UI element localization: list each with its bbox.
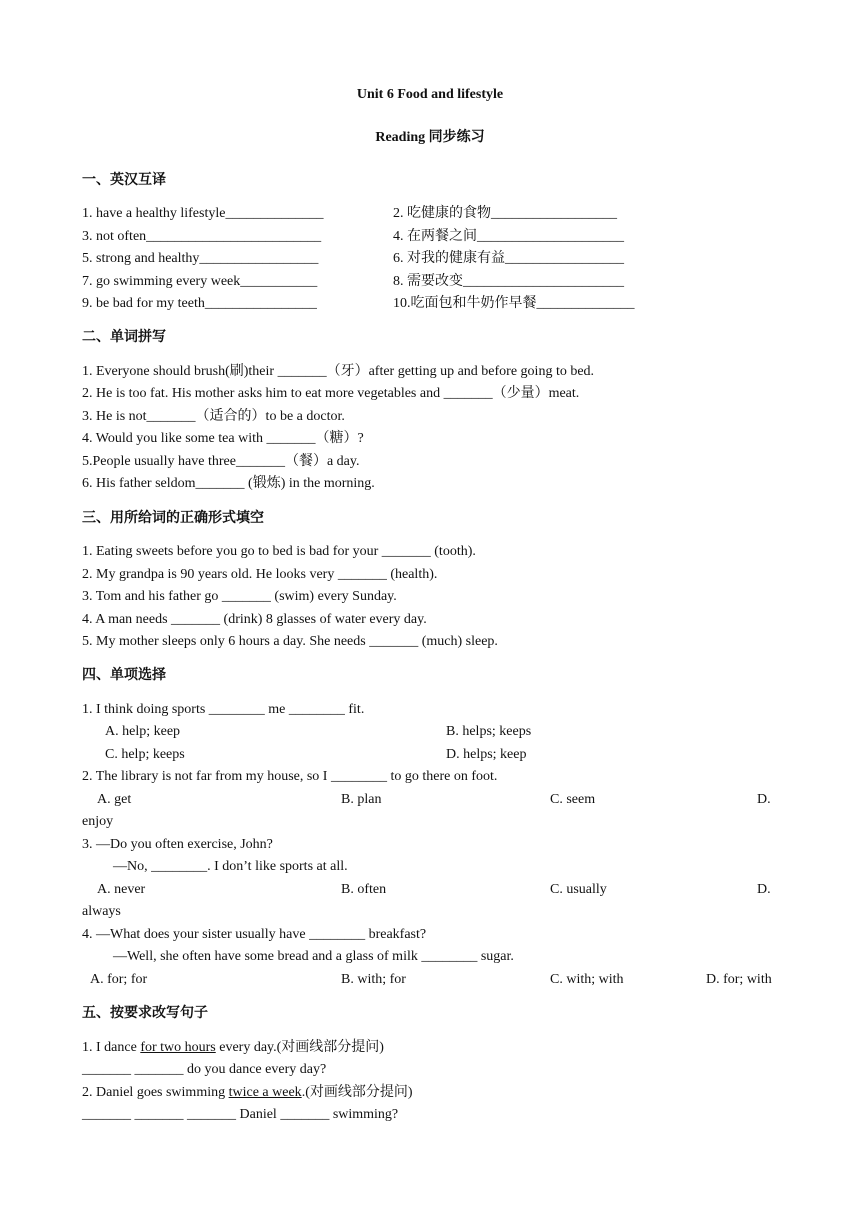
q2-option-d-letter: D. (757, 792, 771, 807)
q3-stem-2: —No, ________. I don’t like sports at all. (113, 859, 348, 874)
q3-option-a: A. never (97, 882, 146, 897)
section4-heading: 四、单项选择 (82, 667, 166, 683)
q2-option-a: A. get (97, 792, 132, 807)
s5-q1-underlined: for two hours (140, 1040, 216, 1055)
s5-q1-post: every day.(对画线部分提问) (215, 1040, 384, 1055)
s5-q2-pre: 2. Daniel goes swimming (82, 1085, 229, 1100)
q1-option-a: A. help; keep (105, 724, 181, 739)
s1-item-1: 1. have a healthy lifestyle______________ (82, 206, 324, 221)
s2-item-3: 3. He is not_______（适合的）to be a doctor. (82, 409, 345, 424)
s5-q2-underlined: twice a week (228, 1085, 302, 1100)
s2-item-6: 6. His father seldom_______ (锻炼) in the morning. (82, 476, 375, 491)
q4-option-c: C. with; with (550, 972, 624, 987)
q3-option-d-letter: D. (757, 882, 771, 897)
s1-item-7: 7. go swimming every week___________ (82, 274, 318, 289)
q4-option-d: D. for; with (706, 972, 772, 987)
q1-option-d: D. helps; keep (446, 747, 527, 762)
q3-option-b: B. often (341, 882, 387, 897)
s1-item-3: 3. not often_________________________ (82, 229, 322, 244)
s3-item-2: 2. My grandpa is 90 years old. He looks very _______ (health). (82, 567, 438, 582)
s1-item-4: 4. 在两餐之间_____________________ (393, 229, 624, 244)
s2-item-2: 2. He is too fat. His mother asks him to eat more vegetables and _______（少量）meat. (82, 386, 580, 401)
s5-q1-answer: _______ _______ do you dance every day? (82, 1062, 327, 1077)
q4-option-b: B. with; for (341, 972, 406, 987)
s3-item-5: 5. My mother sleeps only 6 hours a day. She needs _______ (much) sleep. (82, 634, 498, 649)
s3-item-3: 3. Tom and his father go _______ (swim) every Sunday. (82, 589, 397, 604)
s2-item-1: 1. Everyone should brush(刷)their _______（牙）after getting up and before going to bed. (82, 364, 595, 379)
s1-item-2: 2. 吃健康的食物__________________ (393, 206, 617, 221)
s5-q2-answer: _______ _______ _______ Daniel _______ swimming? (82, 1107, 399, 1122)
q2-option-b: B. plan (341, 792, 382, 807)
section5-heading: 五、按要求改写句子 (82, 1005, 208, 1021)
q4-stem-1: 4. —What does your sister usually have ________ breakfast? (82, 927, 427, 942)
q4-option-a: A. for; for (90, 972, 148, 987)
s1-item-8: 8. 需要改变_______________________ (393, 274, 624, 289)
page-title: Unit 6 Food and lifestyle (356, 87, 504, 102)
s5-q2-sentence (82, 1084, 413, 1102)
q2-option-c: C. seem (550, 792, 596, 807)
s3-item-4: 4. A man needs _______ (drink) 8 glasses of water every day. (82, 612, 427, 627)
section2-heading: 二、单词拼写 (82, 329, 166, 345)
s5-q2-post: .(对画线部分提问) (301, 1085, 413, 1100)
q2-option-d-word: enjoy (82, 814, 114, 829)
q1-option-b: B. helps; keeps (446, 724, 532, 739)
s1-item-9: 9. be bad for my teeth________________ (82, 296, 317, 311)
s1-item-10: 10.吃面包和牛奶作早餐______________ (393, 296, 635, 311)
section3-heading: 三、用所给词的正确形式填空 (82, 510, 264, 526)
s2-item-5: 5.People usually have three_______（餐）a day. (82, 454, 360, 469)
s5-q1-sentence (82, 1039, 384, 1057)
s3-item-1: 1. Eating sweets before you go to bed is bad for your _______ (tooth). (82, 544, 476, 559)
s1-item-5: 5. strong and healthy_________________ (82, 251, 319, 266)
s2-item-4: 4. Would you like some tea with _______（糖）? (82, 431, 364, 446)
section1-heading: 一、英汉互译 (82, 172, 166, 188)
q2-stem: 2. The library is not far from my house, so I ________ to go there on foot. (82, 769, 498, 784)
q1-option-c: C. help; keeps (105, 747, 185, 762)
s5-q1-pre: 1. I dance (82, 1040, 141, 1055)
s1-item-6: 6. 对我的健康有益_________________ (393, 251, 624, 266)
q3-option-d-word: always (82, 904, 121, 919)
q3-stem-1: 3. —Do you often exercise, John? (82, 837, 273, 852)
q1-stem: 1. I think doing sports ________ me ________ fit. (82, 702, 365, 717)
q3-option-c: C. usually (550, 882, 607, 897)
q4-stem-2: —Well, she often have some bread and a glass of milk ________ sugar. (113, 949, 514, 964)
page-subtitle: Reading 同步练习 (375, 130, 485, 145)
